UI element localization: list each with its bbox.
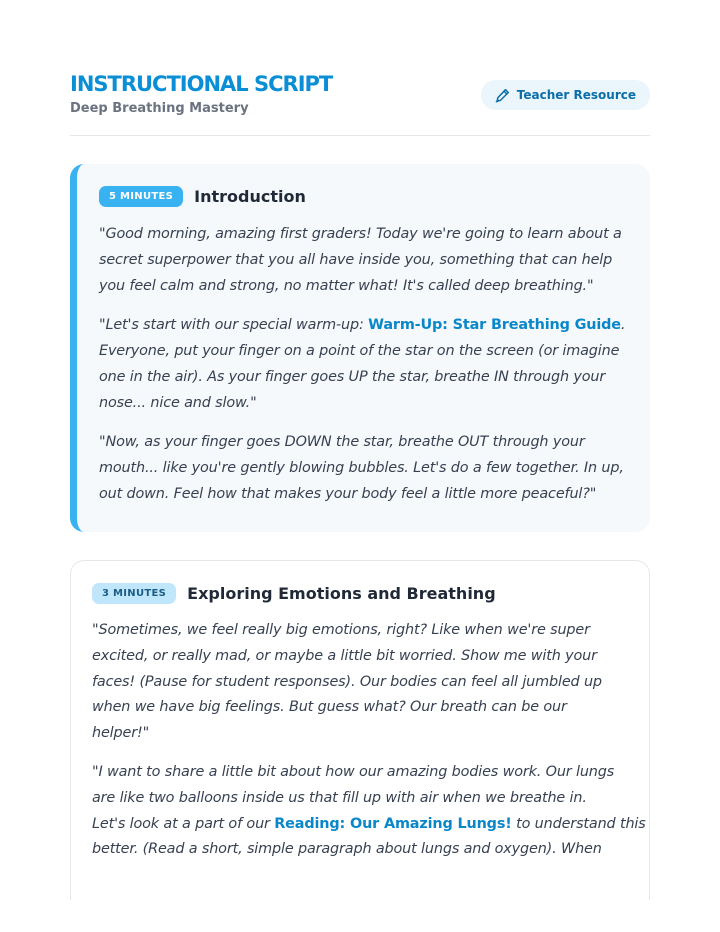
duration-badge: 5 MINUTES (99, 186, 183, 207)
script-section-introduction (70, 164, 650, 532)
section-header (92, 583, 629, 604)
script-section-emotions (70, 560, 650, 900)
page (70, 0, 650, 932)
duration-badge: 3 MINUTES (92, 583, 176, 604)
section-header (99, 186, 630, 207)
script-paragraph: "Let's start with our special warm-up: Warm-Up: Star Breathing Guide. Everyone, put your finger on a point of the star on the screen (or imagine one in the air). As your finger goes UP the star, breathe IN through your nose... nice and slow." (99, 317, 626, 411)
script-paragraph: "Now, as your finger goes DOWN the star, breathe OUT through your mouth... like you're gently blowing bubbles. Let's do a few together. In up, out down. Feel how that makes your body feel a little more peaceful?" (99, 434, 624, 502)
page-title: INSTRUCTIONAL SCRIPT (70, 72, 333, 96)
section-title: Exploring Emotions and Breathing (187, 584, 496, 603)
link-amazing-lungs-reading[interactable]: Reading: Our Amazing Lungs! (274, 815, 512, 832)
header (70, 70, 650, 136)
link-star-breathing-guide[interactable]: Warm-Up: Star Breathing Guide (368, 317, 621, 333)
script-paragraph: "Sometimes, we feel really big emotions, right? Like when we're super excited, or really mad, or maybe a little bit worried. Show me with your faces! (Pause for student responses). Our bodies can feel all jumbled up when we have big feelings. But guess what? Our breath can be our helper!" (92, 622, 602, 742)
teacher-resource-badge (481, 80, 650, 110)
script-paragraph: "I want to share a little bit about how our amazing bodies work. Our lungs are like two balloons inside us that fill up with air when we breathe in. Let's look at a part of our Reading: Our Amazing Lungs! to understand this better. (Read a short, simple paragraph about lungs and oxygen). When (92, 763, 646, 858)
page-subtitle: Deep Breathing Mastery (70, 101, 249, 116)
pencil-icon (495, 88, 510, 103)
teacher-resource-label: Teacher Resource (516, 88, 636, 102)
section-title: Introduction (194, 187, 306, 206)
script-paragraph: "Good morning, amazing first graders! Today we're going to learn about a secret superpower that you all have inside you, something that can help you feel calm and strong, no matter what! It's called deep breathing." (99, 226, 622, 294)
